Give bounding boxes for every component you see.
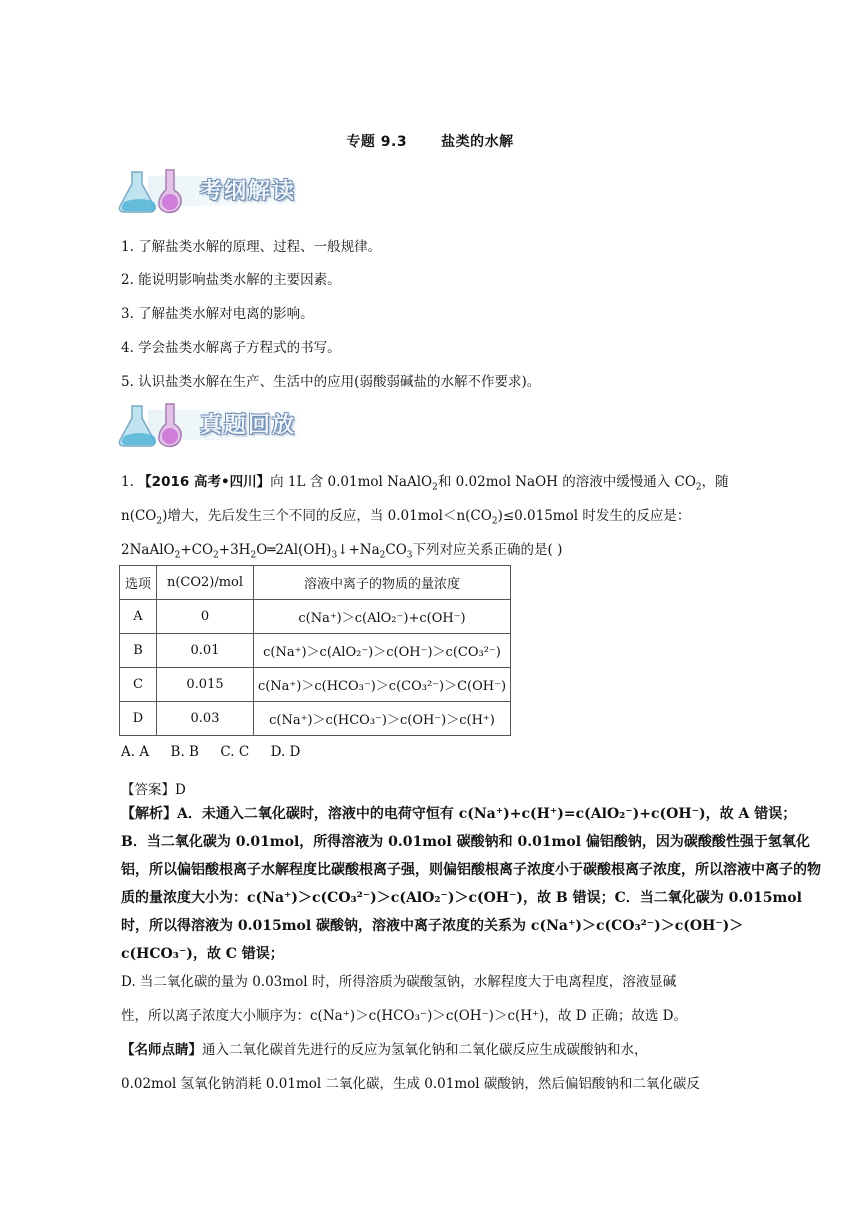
- table-cell: 0.01: [157, 634, 254, 668]
- table-cell: c(Na⁺)＞c(AlO₂⁻)+c(OH⁻): [254, 600, 511, 634]
- table-header: 选项: [120, 566, 157, 600]
- equation-part: CO: [385, 542, 407, 558]
- table-cell: c(Na⁺)＞c(HCO₃⁻)＞c(OH⁻)＞c(H⁺): [254, 702, 511, 736]
- objective-1: 1. 了解盐类水解的原理、过程、一般规律。: [121, 239, 382, 255]
- equation-part: +CO: [180, 542, 214, 558]
- table-header: 溶液中离子的物质的量浓度: [254, 566, 511, 600]
- equation-part: ↓+Na: [337, 542, 380, 558]
- analysis-paragraph: [121, 800, 821, 968]
- equation-part: O═2Al(OH): [256, 542, 332, 558]
- table-row: [120, 600, 511, 634]
- objective-3: 3. 了解盐类水解对电离的影响。: [121, 306, 314, 322]
- answer-label: 【答案】: [121, 782, 175, 798]
- table-cell: D: [120, 702, 157, 736]
- answer-value: D: [175, 782, 186, 798]
- table-cell: 0: [157, 600, 254, 634]
- subscript: 2: [432, 482, 438, 493]
- analysis-text: A．未通入二氧化碳时，溶液中的电荷守恒有 c(Na⁺)+c(H⁺)=c(AlO₂⁻)+c(OH⁻)，故 A 错误；B．当二氧化碳为 0.01mol，所得溶液为 0.01mol 碳酸钠和 0.01mol 偏铝酸钠，因为碳酸酸性强于氢氧化铝，所以偏铝酸根离子水解程度比碳酸根离子强，则偏铝酸根离子浓度小于碳酸根离子浓度，所以溶液中离子的物质的量浓度大小为：c(Na⁺)＞c(CO₃²⁻)＞c(AlO₂⁻)＞c(OH⁻)，故 B 错误；C．当二氧化碳为 0.015mol 时，所以得溶液为 0.015mol 碳酸钠，溶液中离子浓度的关系为 c(Na⁺)＞c(CO₃²⁻)＞c(OH⁻)＞c(HCO₃⁻)，故 C 错误；: [121, 806, 821, 962]
- subscript: 2: [156, 516, 163, 527]
- subscript: 3: [331, 550, 338, 561]
- table-header-row: [120, 566, 511, 600]
- tip-line-1: [121, 1038, 648, 1058]
- table-row: [120, 634, 511, 668]
- flask-icon: [118, 402, 198, 448]
- table-header: n(CO2)/mol: [157, 566, 254, 600]
- analysis-d-line-1: D. 当二氧化碳的量为 0.03mol 时，所得溶质为碳酸氢钠，水解程度大于电离程度，溶液显碱: [121, 974, 677, 990]
- answer-choices: A. A B. B C. C D. D: [121, 744, 301, 760]
- table-cell: B: [120, 634, 157, 668]
- table-cell: C: [120, 668, 157, 702]
- equation-part: +3H: [218, 542, 251, 558]
- question-line-1: [121, 470, 729, 493]
- equation-part: 2NaAlO: [121, 542, 175, 558]
- objective-2: 2. 能说明影响盐类水解的主要因素。: [121, 272, 341, 288]
- table-cell: c(Na⁺)＞c(HCO₃⁻)＞c(CO₃²⁻)＞C(OH⁻): [254, 668, 511, 702]
- section-banner-exam-outline: [118, 168, 318, 214]
- analysis-label: 【解析】: [121, 806, 177, 822]
- question-source: 【2016 高考•四川】: [138, 474, 271, 490]
- section-banner-past-questions: [118, 402, 318, 448]
- subscript: 2: [213, 550, 219, 561]
- tip-line-2: 0.02mol 氢氧化钠消耗 0.01mol 二氧化碳，生成 0.01mol 碳酸钠，然后偏铝酸钠和二氧化碳反: [121, 1076, 700, 1092]
- banner-text: 考纲解读: [200, 179, 297, 204]
- question-line-2: [121, 504, 691, 527]
- answer-line: [121, 778, 186, 798]
- table-cell: A: [120, 600, 157, 634]
- objective-5: 5. 认识盐类水解在生产、生活中的应用(弱酸弱碱盐的水解不作要求)。: [121, 374, 541, 390]
- subscript: 3: [406, 550, 413, 561]
- subscript: 2: [250, 550, 257, 561]
- options-table: [119, 565, 511, 736]
- question-stem-b: 和 0.02mol NaOH 的溶液中缓慢通入 CO: [437, 474, 696, 490]
- title-name: 盐类的水解: [441, 134, 514, 150]
- flask-icon: [118, 168, 198, 214]
- table-cell: 0.015: [157, 668, 254, 702]
- question-text: n(CO: [121, 508, 157, 524]
- table-cell: 0.03: [157, 702, 254, 736]
- subscript: 2: [695, 482, 702, 493]
- tip-text: 通入二氧化碳首先进行的反应为氢氧化钠和二氧化碳反应生成碳酸钠和水，: [202, 1042, 648, 1058]
- page-title: [0, 131, 860, 151]
- question-text: )增大，先后发生三个不同的反应，当 0.01mol＜n(CO: [162, 508, 492, 524]
- question-stem-a: 向 1L 含 0.01mol NaAlO: [270, 474, 433, 490]
- table-row: [120, 668, 511, 702]
- tip-label: 【名师点睛】: [121, 1042, 202, 1058]
- banner-text: 真题回放: [200, 413, 297, 438]
- equation-part: 下列对应关系正确的是( ): [412, 542, 563, 558]
- subscript: 2: [174, 550, 181, 561]
- analysis-d-line-2: 性，所以离子浓度大小顺序为：c(Na⁺)＞c(HCO₃⁻)＞c(OH⁻)＞c(H⁺)，故 D 正确；故选 D。: [121, 1008, 687, 1024]
- table-cell: c(Na⁺)＞c(AlO₂⁻)＞c(OH⁻)＞c(CO₃²⁻): [254, 634, 511, 668]
- title-code: 专题 9.3: [346, 134, 408, 150]
- question-number: 1.: [121, 474, 139, 490]
- subscript: 2: [491, 516, 498, 527]
- table-row: [120, 702, 511, 736]
- objective-4: 4. 学会盐类水解离子方程式的书写。: [121, 340, 341, 356]
- subscript: 2: [379, 550, 386, 561]
- question-text: )≤0.015mol 时发生的反应是：: [497, 508, 691, 524]
- question-stem-c: ，随: [701, 474, 729, 490]
- question-equation-line: [121, 538, 563, 561]
